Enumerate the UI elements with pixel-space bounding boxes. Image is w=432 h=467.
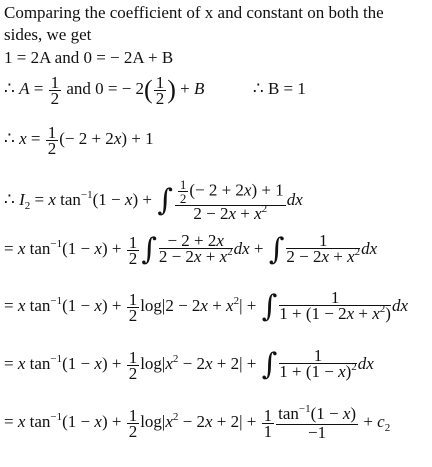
compare-equation: 1 = 2A and 0 = − 2A + B (4, 48, 174, 67)
intro-line-1: Comparing the coefficient of x and constant on both the (4, 3, 384, 22)
intro-line-2: sides, we get (4, 25, 92, 44)
step-3: = x $\tan^{-1}(1 - x)$ + $\frac{1}{2}$ $\log|x^2 - 2x + 2|$ + ∫ $\frac{1}{1 + (1 - x)^2}$ dx (4, 346, 374, 383)
x-expression: ∴ x = $\frac{1}{2}$ (− 2 + 2x) + 1 (4, 122, 154, 158)
integral-i2: ∴ $I_2 = x$ $\tan^{-1}(1 - x)$ + ∫ $\frac{1}{2}$ (− 2 + 2x) + 1 $2 - 2x + x^2$ dx (4, 177, 303, 223)
b-result: ∴ B = 1 (252, 79, 306, 98)
step-1: = x $\tan^{-1}(1 - x)$ + $\frac{1}{2}$ ∫ $\frac{- 2 + 2x}{2 - 2x + x^2}$ dx + ∫ $\frac{1}{2 - 2x + x^2}$ dx (4, 231, 378, 268)
step-2: = x $\tan^{-1}(1 - x)$ + $\frac{1}{2}$ $\log|2 - 2x + x^2|$ + ∫ $\frac{1}{1 + (1 - 2x + x^2)}$ dx (4, 288, 408, 325)
step-4: = x $\tan^{-1}(1 - x)$ + $\frac{1}{2}$ $\log|x^2 - 2x + 2|$ + $\frac{1}{1}$ $\frac{\tan^{-1}(1 - x)}{-1}$ + $c_2$ (4, 403, 391, 443)
a-b-result: ∴ A = $\frac{1}{2}$ and 0 = − 2( $\frac{1}{2}$ ) + B ∴ B = 1 (4, 72, 306, 108)
